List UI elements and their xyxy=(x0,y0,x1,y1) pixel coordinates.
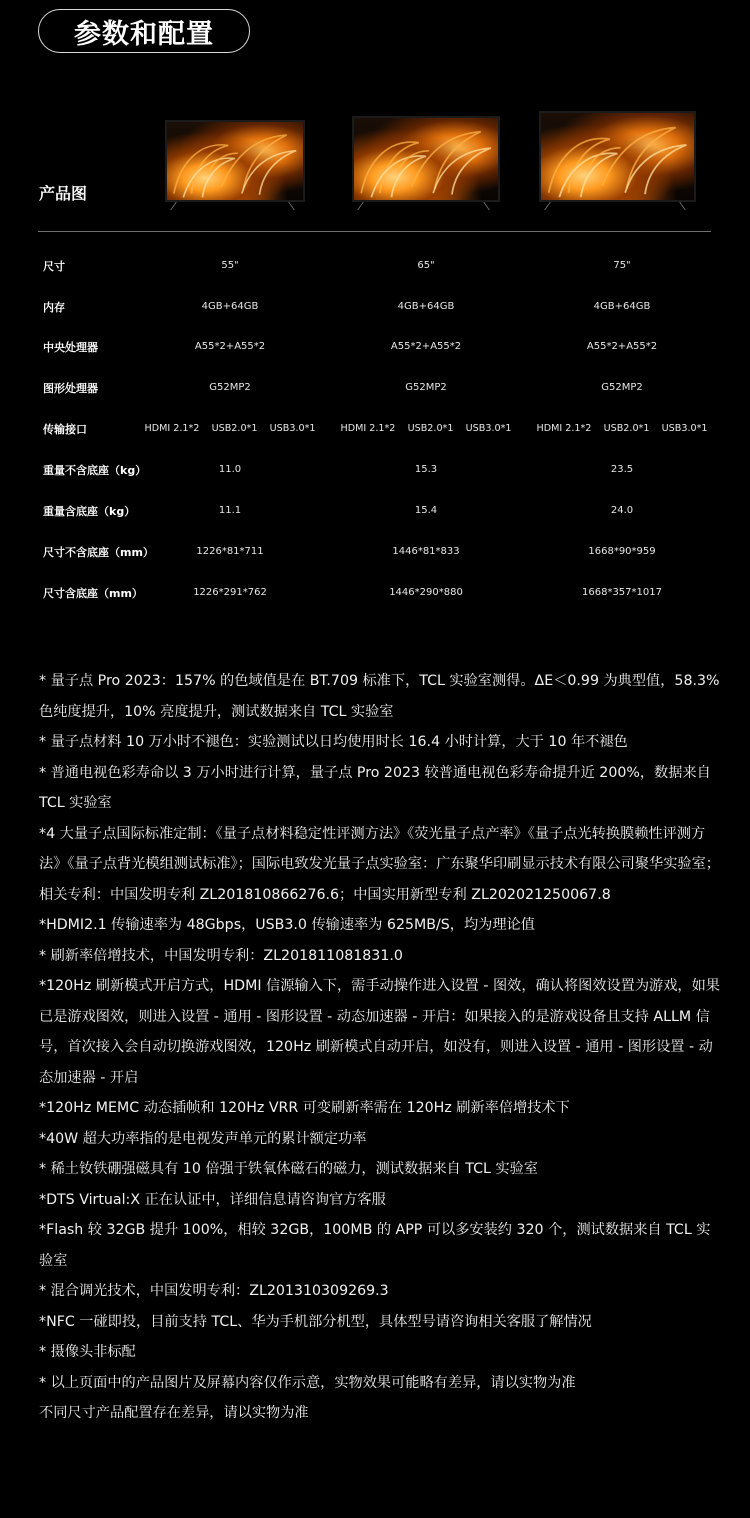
footnote: *Flash 较 32GB 提升 100%，相较 32GB，100MB 的 APP 可以多安装约 320 个，测试数据来自 TCL 实验室 xyxy=(39,1222,711,1269)
spec-value: HDMI 2.1*2 USB2.0*1 USB3.0*1 xyxy=(536,423,708,434)
spec-value: 15.4 xyxy=(414,505,438,516)
footnote: *120Hz 刷新模式开启方式，HDMI 信源输入下，需手动操作进入设置 - 图效，确认将图效设置为游戏，如果已是游戏图效，则进入设置 - 通用 - 图形设置 - 动态加速器 - 开启：如果接入的是游戏设备且支持 ALLM 信号，首次接入会自动切换游戏图效，120Hz 刷新模式自动开启，如没有，则进入设置 - 通用 - 图形设置 - 动态加速器 - 开启 xyxy=(39,978,720,1086)
product-image-label: 产品图 xyxy=(39,184,88,203)
spec-value: 4GB+64GB xyxy=(593,301,651,312)
footnote: *HDMI2.1 传输速率为 48Gbps，USB3.0 传输速率为 625MB/S，均为理论值 xyxy=(39,917,535,933)
footnote: * 以上页面中的产品图片及屏幕内容仅作示意，实物效果可能略有差异，请以实物为准 xyxy=(39,1374,576,1391)
spec-label: 图形处理器 xyxy=(43,382,98,395)
spec-value: 15.3 xyxy=(414,464,438,475)
footnote: * 量子点材料 10 万小时不褪色：实验测试以日均使用时长 16.4 小时计算，大于 10 年不褪色 xyxy=(39,734,628,750)
spec-value: A55*2+A55*2 xyxy=(586,341,658,352)
spec-value: 23.5 xyxy=(610,464,634,475)
spec-value: 1226*81*711 xyxy=(196,546,264,557)
spec-value: 1446*290*880 xyxy=(389,587,463,598)
spec-value: 1668*357*1017 xyxy=(582,587,662,598)
spec-label: 尺寸含底座（mm） xyxy=(43,587,143,600)
footnote: *DTS Virtual:X 正在认证中，详细信息请咨询官方客服 xyxy=(39,1191,386,1208)
spec-value: 4GB+64GB xyxy=(201,301,259,312)
tv-image-75 xyxy=(539,111,696,202)
footnote: 不同尺寸产品配置存在差异，请以实物为准 xyxy=(39,1405,309,1421)
spec-value: G52MP2 xyxy=(405,382,447,393)
spec-value: G52MP2 xyxy=(601,382,643,393)
footnotes xyxy=(39,666,722,1429)
spec-value: A55*2+A55*2 xyxy=(194,341,266,352)
spec-label: 尺寸不含底座（mm） xyxy=(43,546,154,559)
divider-line xyxy=(38,231,711,232)
spec-label: 中央处理器 xyxy=(43,341,98,354)
spec-value: HDMI 2.1*2 USB2.0*1 USB3.0*1 xyxy=(144,423,316,434)
tv-image-55 xyxy=(165,120,305,202)
spec-value: 1446*81*833 xyxy=(392,546,460,557)
spec-value: 1226*291*762 xyxy=(193,587,267,598)
footnote: *NFC 一碰即投，目前支持 TCL、华为手机部分机型，具体型号请咨询相关客服了解情况 xyxy=(39,1313,592,1330)
spec-value: A55*2+A55*2 xyxy=(390,341,462,352)
spec-value: 4GB+64GB xyxy=(397,301,455,312)
spec-value: G52MP2 xyxy=(209,382,251,393)
footnote: * 量子点 Pro 2023：157% 的色域值是在 BT.709 标准下，TCL 实验室测得。ΔE＜0.99 为典型值，58.3% 色纯度提升，10% 亮度提升，测试数据来自 TCL 实验室 xyxy=(39,673,720,720)
footnote: *4 大量子点国际标准定制：《量子点材料稳定性评测方法》《荧光量子点产率》《量子点光转换膜赖性评测方法》《量子点背光模组测试标准》；国际电致发光量子点实验室：广东聚华印刷显示技术有限公司聚华实验室；相关专利：中国发明专利 ZL201810866276.6；中国实用新型专利 ZL202021250067.8 xyxy=(39,825,720,903)
tv-image-65 xyxy=(352,116,500,202)
spec-value: 75" xyxy=(613,260,631,271)
spec-value: 65" xyxy=(417,260,435,271)
spec-value: 24.0 xyxy=(610,505,634,516)
section-title xyxy=(38,9,250,53)
footnote: *40W 超大功率指的是电视发声单元的累计额定功率 xyxy=(39,1130,367,1147)
footnote: * 摄像头非标配 xyxy=(39,1344,136,1360)
spec-value: HDMI 2.1*2 USB2.0*1 USB3.0*1 xyxy=(340,423,512,434)
spec-value: 55" xyxy=(221,260,239,271)
spec-label: 重量含底座（kg） xyxy=(43,505,136,518)
footnote: * 混合调光技术，中国发明专利：ZL201310309269.3 xyxy=(39,1283,389,1299)
spec-value: 11.1 xyxy=(218,505,242,516)
spec-label: 传输接口 xyxy=(43,423,87,436)
footnote: * 稀土钕铁硼强磁具有 10 倍强于铁氧体磁石的磁力，测试数据来自 TCL 实验室 xyxy=(39,1161,538,1177)
footnote: * 普通电视色彩寿命以 3 万小时进行计算，量子点 Pro 2023 较普通电视色彩寿命提升近 200%，数据来自 TCL 实验室 xyxy=(39,764,711,811)
spec-label: 内存 xyxy=(43,301,65,314)
spec-label: 尺寸 xyxy=(43,260,65,273)
spec-value: 1668*90*959 xyxy=(588,546,656,557)
section-title-text: 参数和配置 xyxy=(74,18,214,50)
footnote: * 刷新率倍增技术，中国发明专利：ZL201811081831.0 xyxy=(39,947,403,964)
spec-label: 重量不含底座（kg） xyxy=(43,464,147,477)
footnote: *120Hz MEMC 动态插帧和 120Hz VRR 可变刷新率需在 120Hz 刷新率倍增技术下 xyxy=(39,1100,570,1116)
spec-value: 11.0 xyxy=(218,464,242,475)
